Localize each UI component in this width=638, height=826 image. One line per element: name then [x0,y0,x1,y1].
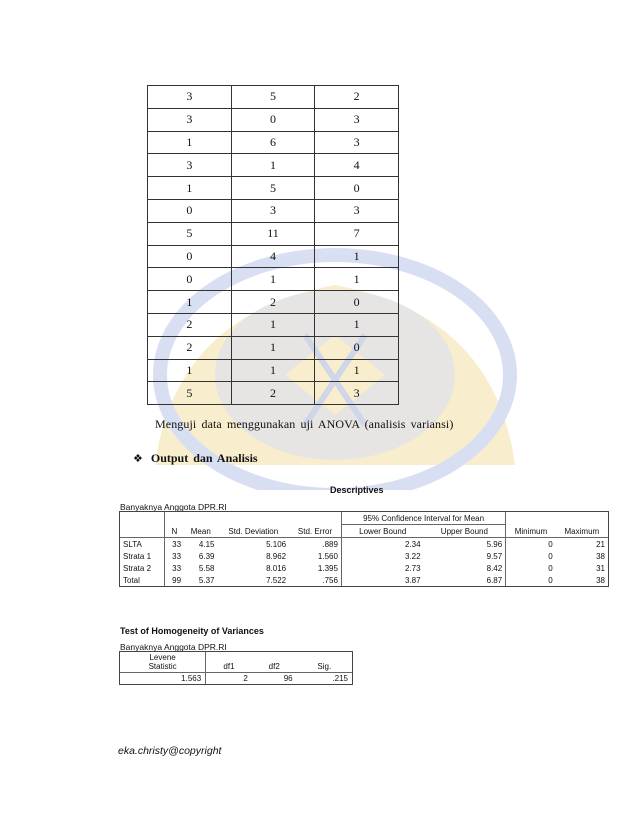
desc-cell-se: .889 [289,538,341,551]
desc-cell-sd: 8.962 [266,551,287,561]
homo-levene-value: 1.563 [120,673,206,685]
table-row [148,268,399,291]
descriptives-variable: Banyaknya Anggota DPR.RI [120,502,227,512]
table-row [148,313,399,336]
table-cell: 2 [231,291,315,314]
desc-cell-mean: 5.37 [198,575,215,585]
desc-cell-min: 0 [548,575,553,585]
footer-copyright: eka.christy@copyright [118,745,222,757]
table-cell: 4 [231,245,315,268]
desc-cell-n: 33 [164,538,184,551]
table-cell: 1 [231,359,315,382]
descriptives-table [120,512,608,586]
table-cell: 6 [231,131,315,154]
table-cell: 0 [148,268,232,291]
table-cell: 1 [315,245,399,268]
table-row [148,154,399,177]
table-row [148,245,399,268]
desc-cell-label: Total [120,574,164,586]
desc-header-sd: Std. Deviation [228,527,279,536]
table-row [120,538,608,551]
desc-cell-upper: 8.42 [424,562,506,574]
table-row [120,574,608,586]
table-cell: 1 [231,313,315,336]
table-cell: 1 [148,177,232,200]
desc-cell-min: 0 [548,551,553,561]
desc-header-se: Std. Error [289,512,341,538]
table-cell: 2 [231,382,315,405]
table-cell: 3 [231,199,315,222]
table-cell: 1 [148,291,232,314]
desc-header-lower: Lower Bound [359,527,407,536]
table-cell: 3 [148,86,232,109]
table-cell: 3 [315,131,399,154]
desc-header-upper: Upper Bound [424,525,506,538]
desc-cell-max: 38 [596,575,605,585]
table-row [148,199,399,222]
table-cell: 1 [315,313,399,336]
table-cell: 5 [148,222,232,245]
table-row [148,291,399,314]
homogeneity-variable: Banyaknya Anggota DPR.RI [120,642,227,652]
table-row [148,359,399,382]
homo-df1-value: 2 [206,673,252,685]
desc-cell-sd: 5.106 [217,538,289,551]
table-cell: 0 [315,336,399,359]
homo-header-levene [120,652,206,673]
desc-cell-se: .756 [289,574,341,586]
table-cell: 2 [148,336,232,359]
table-cell: 0 [148,245,232,268]
table-cell: 2 [148,313,232,336]
desc-cell-lower: 3.22 [404,551,421,561]
table-cell: 7 [315,222,399,245]
table-cell: 1 [148,131,232,154]
desc-cell-mean: 5.58 [198,563,215,573]
desc-cell-n: 99 [172,575,182,585]
homo-header-sig: Sig. [317,662,332,671]
table-cell: 1 [148,359,232,382]
table-cell: 1 [315,359,399,382]
table-row [148,336,399,359]
desc-cell-n: 33 [172,563,182,573]
homo-header-levene-1: Levene [149,653,176,662]
table-cell: 1 [231,154,315,177]
table-cell: 3 [315,108,399,131]
desc-cell-sd: 7.522 [266,575,287,585]
table-cell: 3 [148,108,232,131]
desc-cell-label: Strata 1 [120,550,164,562]
desc-cell-mean: 6.39 [198,551,215,561]
diamond-bullet-icon: ❖ [133,453,143,465]
table-cell: 2 [315,86,399,109]
table-cell: 5 [231,177,315,200]
desc-cell-label: Strata 2 [120,562,164,574]
desc-cell-min: 0 [548,563,553,573]
desc-cell-max: 21 [556,538,608,551]
desc-cell-max: 31 [596,563,605,573]
table-cell: 1 [231,268,315,291]
desc-cell-lower: 2.73 [404,563,421,573]
homogeneity-title: Test of Homogeneity of Variances [120,626,264,636]
desc-cell-lower: 3.87 [404,575,421,585]
table-cell: 0 [315,177,399,200]
desc-cell-upper: 9.57 [424,550,506,562]
table-row [148,131,399,154]
desc-cell-max: 38 [596,551,605,561]
homo-header-df1: df1 [223,662,235,671]
table-cell: 5 [231,86,315,109]
desc-header-mean: Mean [190,527,211,536]
table-cell: 5 [148,382,232,405]
table-cell: 0 [148,199,232,222]
homo-df2-value: 96 [252,673,297,685]
table-row [148,222,399,245]
desc-header-ci: 95% Confidence Interval for Mean [341,512,505,525]
desc-header-max: Maximum [564,527,600,536]
desc-cell-se: 1.560 [289,550,341,562]
section-heading-text: Output dan Analisis [150,451,258,465]
table-cell: 0 [315,291,399,314]
table-row [120,562,608,574]
homogeneity-table [120,652,352,684]
desc-cell-n: 33 [172,551,182,561]
anova-paragraph: Menguji data menggunakan uji ANOVA (analisis variansi) [155,417,454,431]
table-cell: 1 [231,336,315,359]
data-table [147,85,399,405]
table-row [148,382,399,405]
homo-header-df2: df2 [268,662,280,671]
table-cell: 0 [231,108,315,131]
desc-header-n: N [171,527,178,536]
desc-cell-lower: 2.34 [341,538,423,551]
table-cell: 3 [315,382,399,405]
table-row [148,177,399,200]
homo-sig-value: .215 [297,673,352,685]
desc-cell-label: SLTA [120,538,164,551]
section-heading [133,451,258,466]
desc-corner-cell [120,512,164,538]
table-cell: 11 [231,222,315,245]
desc-cell-sd: 8.016 [266,563,287,573]
table-row [148,108,399,131]
table-cell: 3 [148,154,232,177]
descriptives-title: Descriptives [330,485,384,495]
desc-cell-upper: 6.87 [424,574,506,586]
desc-header-min: Minimum [514,527,548,536]
table-row [148,86,399,109]
homo-header-levene-2: Statistic [148,662,177,671]
table-cell: 3 [315,199,399,222]
desc-cell-mean: 4.15 [184,538,217,551]
table-cell: 1 [315,268,399,291]
desc-cell-upper: 5.96 [424,538,506,551]
desc-cell-min: 0 [506,538,556,551]
table-cell: 4 [315,154,399,177]
desc-cell-se: 1.395 [289,562,341,574]
table-row [120,550,608,562]
